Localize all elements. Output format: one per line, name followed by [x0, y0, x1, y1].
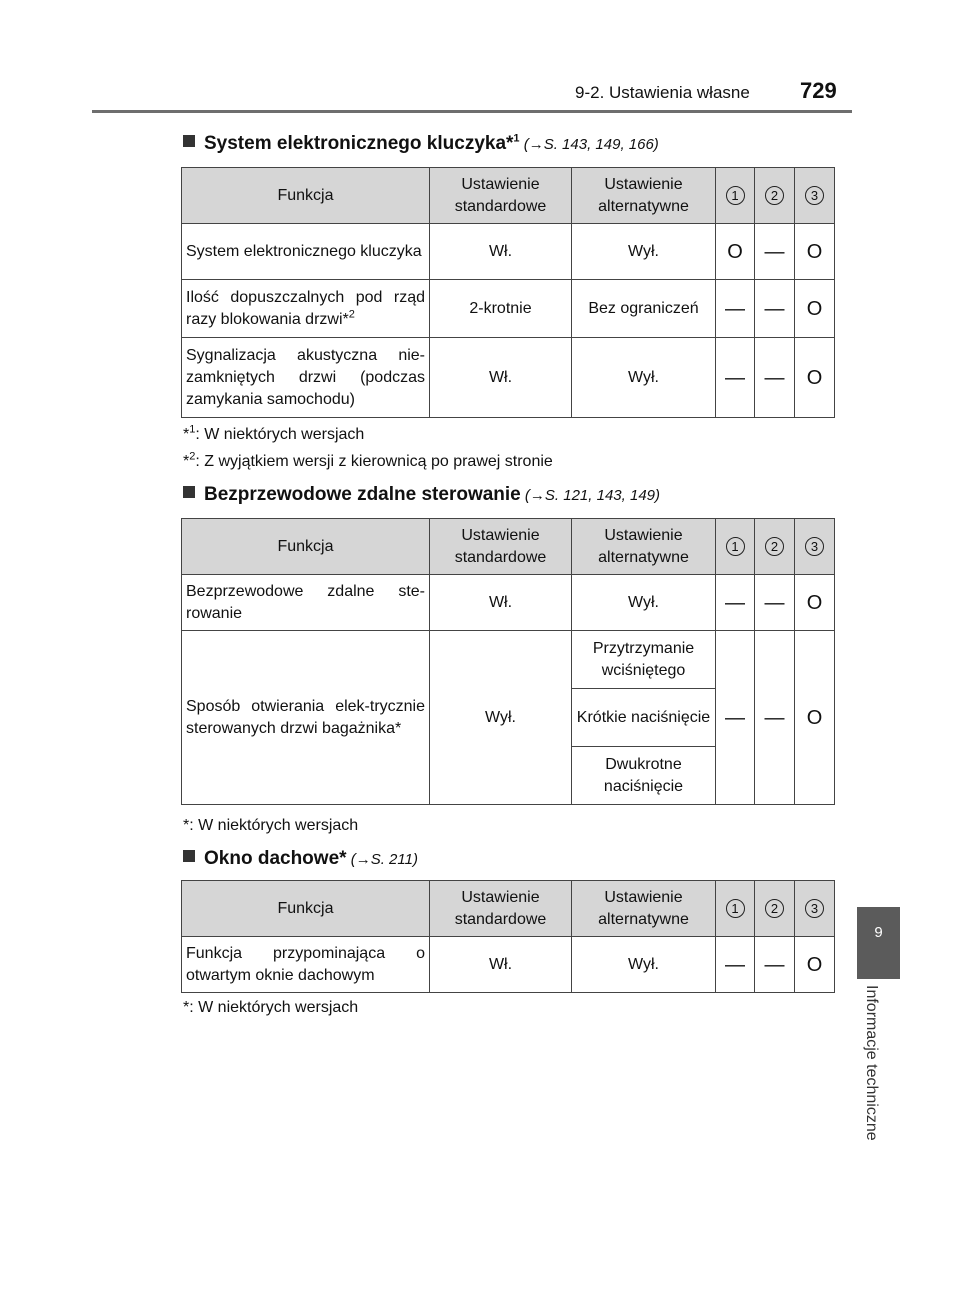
- header-section-title: 9-2. Ustawienia własne: [575, 83, 750, 102]
- mark-cell: —: [755, 280, 795, 338]
- mark-cell: —: [716, 338, 755, 418]
- default-cell: Wł.: [430, 224, 572, 280]
- alternative-cell: Wył.: [572, 575, 716, 631]
- col-function: Funkcja: [182, 168, 430, 224]
- col-3: [795, 881, 835, 937]
- mark-cell: O: [795, 937, 835, 993]
- default-cell: Wył.: [430, 631, 572, 805]
- alternative-cell: Krótkie naciśnięcie: [572, 689, 716, 747]
- mark-cell: O: [795, 575, 835, 631]
- col-2: [755, 519, 795, 575]
- section-title-sunroof: Okno dachowe* (→S. 211): [183, 848, 418, 870]
- mark-cell: —: [716, 575, 755, 631]
- default-cell: 2-krotnie: [430, 280, 572, 338]
- mark-cell: O: [795, 224, 835, 280]
- section-title-remote-control: Bezprzewodowe zdalne sterowanie (→S. 121, 143, 149): [183, 484, 660, 506]
- mark-cell: O: [795, 338, 835, 418]
- alternative-cell: Przytrzymanie wciśniętego: [572, 631, 716, 689]
- function-cell: System elektronicznego kluczyka: [182, 224, 430, 280]
- col-function: Funkcja: [182, 519, 430, 575]
- alternative-cell: Wył.: [572, 224, 716, 280]
- circled-1-icon: 1: [726, 186, 745, 205]
- mark-cell: O: [716, 224, 755, 280]
- circled-2-icon: 2: [765, 899, 784, 918]
- function-cell: Sposób otwierania elek-trycznie sterowanych drzwi bagażnika*: [182, 631, 430, 805]
- circled-2-icon: 2: [765, 186, 784, 205]
- circled-3-icon: 3: [805, 899, 824, 918]
- page-number: 729: [800, 78, 837, 103]
- function-cell: Ilość dopuszczalnych pod rząd razy blokowania drzwi*$^2$: [182, 280, 430, 338]
- footnote-2: *$^2$: Z wyjątkiem wersji z kierownicą po prawej stronie: [183, 450, 553, 470]
- footnote-1: *$^1$: W niektórych wersjach: [183, 423, 365, 443]
- table-header-row: [182, 881, 835, 937]
- circled-3-icon: 3: [805, 186, 824, 205]
- col-alternative: Ustawienie alternatywne: [572, 168, 716, 224]
- circled-1-icon: 1: [726, 537, 745, 556]
- default-cell: Wł.: [430, 338, 572, 418]
- table-row: [182, 338, 835, 418]
- mark-cell: —: [716, 937, 755, 993]
- function-cell: Funkcja przypominająca o otwartym oknie dachowym: [182, 937, 430, 993]
- mark-cell: —: [755, 631, 795, 805]
- table-row: [182, 631, 835, 689]
- header-rule: [92, 110, 852, 113]
- table-sunroof: [181, 880, 835, 993]
- chapter-number: 9: [874, 924, 883, 941]
- circled-3-icon: 3: [805, 537, 824, 556]
- col-alternative: Ustawienie alternatywne: [572, 881, 716, 937]
- footnote: *: W niektórych wersjach: [183, 817, 359, 834]
- default-cell: Wł.: [430, 575, 572, 631]
- col-3: [795, 519, 835, 575]
- page-reference: (→S. 143, 149, 166): [519, 136, 659, 153]
- col-1: [716, 881, 755, 937]
- col-2: [755, 881, 795, 937]
- col-2: [755, 168, 795, 224]
- mark-cell: —: [755, 224, 795, 280]
- circled-1-icon: 1: [726, 899, 745, 918]
- page-reference: (→S. 211): [346, 851, 418, 868]
- function-cell: Bezprzewodowe zdalne ste-rowanie: [182, 575, 430, 631]
- table-electronic-key: [181, 167, 835, 418]
- footnote: *: W niektórych wersjach: [183, 999, 359, 1016]
- table-row: [182, 575, 835, 631]
- col-alternative: Ustawienie alternatywne: [572, 519, 716, 575]
- col-default: Ustawienie standardowe: [430, 519, 572, 575]
- mark-cell: —: [755, 575, 795, 631]
- col-default: Ustawienie standardowe: [430, 168, 572, 224]
- alternative-cell: Wył.: [572, 338, 716, 418]
- square-bullet-icon: [183, 850, 195, 862]
- table-remote-control: [181, 518, 835, 805]
- mark-cell: —: [716, 631, 755, 805]
- table-row: [182, 280, 835, 338]
- function-cell: Sygnalizacja akustyczna nie-zamkniętych drzwi (podczas zamykania samochodu): [182, 338, 430, 418]
- mark-cell: O: [795, 631, 835, 805]
- col-1: [716, 519, 755, 575]
- table-header-row: [182, 168, 835, 224]
- alternative-cell: Bez ograniczeń: [572, 280, 716, 338]
- default-cell: Wł.: [430, 937, 572, 993]
- table-row: [182, 937, 835, 993]
- mark-cell: —: [716, 280, 755, 338]
- col-1: [716, 168, 755, 224]
- square-bullet-icon: [183, 135, 195, 147]
- circled-2-icon: 2: [765, 537, 784, 556]
- chapter-label: Informacje techniczne: [863, 985, 880, 1141]
- square-bullet-icon: [183, 486, 195, 498]
- col-default: Ustawienie standardowe: [430, 881, 572, 937]
- col-3: [795, 168, 835, 224]
- mark-cell: —: [755, 937, 795, 993]
- section-title-electronic-key: System elektronicznego kluczyka*$^1$ (→S. 143, 149, 166): [183, 133, 659, 155]
- table-row: [182, 224, 835, 280]
- table-header-row: [182, 519, 835, 575]
- mark-cell: O: [795, 280, 835, 338]
- alternative-cell: Dwukrotne naciśnięcie: [572, 747, 716, 805]
- alternative-cell: Wył.: [572, 937, 716, 993]
- chapter-tab: [857, 907, 900, 979]
- page-reference: (→S. 121, 143, 149): [520, 487, 660, 504]
- col-function: Funkcja: [182, 881, 430, 937]
- mark-cell: —: [755, 338, 795, 418]
